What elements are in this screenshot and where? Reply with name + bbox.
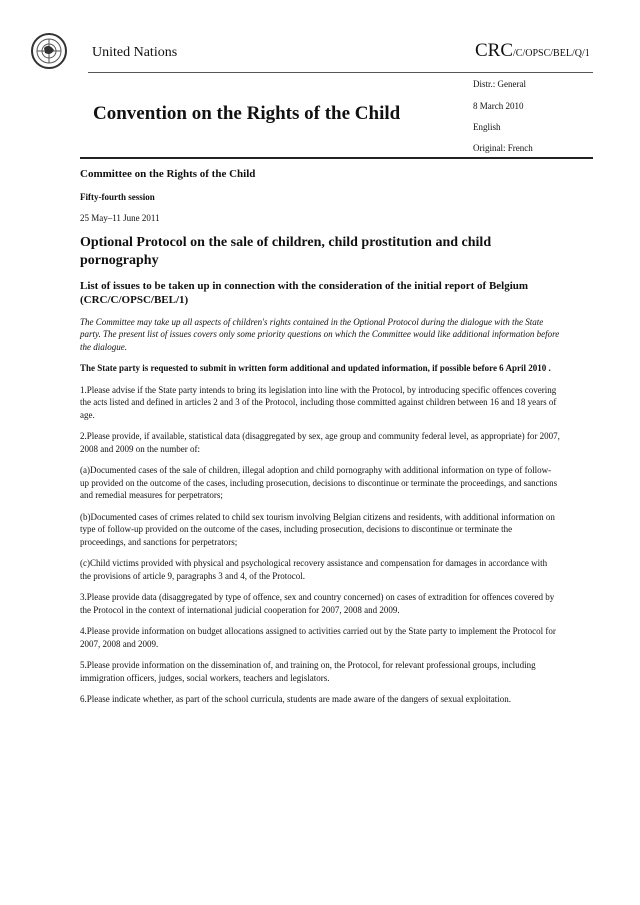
intro-paragraph: The Committee may take up all aspects of children's rights contained in the Optional Protocol during the dialogue with the State party. The present list of issues covers only some priority questions on which the Committee would like additional information before the dialogue. [80,316,560,352]
organization-name: United Nations [92,45,178,60]
issue-item: 5.Please provide information on the dissemination of, and training on, the Protocol, for relevant professional groups, including immigration officers, judges, social workers, teachers and legislators. [80,660,536,683]
issue-subitem: (b)Documented cases of crimes related to child sex tourism involving Belgian citizens and residents, with additional information on type of follow-up provided on the outcome of the cases, including prosecution, decisions to discontinue or terminate the proceedings, and sanctions for perpetrators; [80,511,555,547]
document-symbol [475,40,590,62]
document-body [80,168,560,715]
symbol-suffix: /C/OPSC/BEL/Q/1 [513,48,590,59]
distribution: Distr.: General [473,79,526,89]
session-dates: 25 May–11 June 2011 [80,213,160,223]
issue-item: 3.Please provide data (disaggregated by type of offence, sex and country concerned) on cases of extradition for offences covered by the Protocol in the context of international judicial cooperation for 2007, 2008 and 2009. [80,592,555,615]
issue-item: 1.Please advise if the State party intends to bring its legislation into line with the Protocol, by introducing specific offences covering the acts listed and defined in articles 2 and 3 of the Protocol, including those committed against children between 16 and 18 years of age. [80,384,557,420]
document-title: Convention on the Rights of the Child [93,103,401,124]
document-date: 8 March 2010 [473,101,524,111]
request-paragraph: The State party is requested to submit in written form additional and updated information, if possible before 6 April 2010 . [80,363,551,373]
list-title: List of issues to be taken up in connection with the consideration of the initial report of Belgium (CRC/C/OPSC/BEL/1) [80,279,529,306]
original-language: Original: French [473,143,533,153]
issue-item: 4.Please provide information on budget allocations assigned to activities carried out by the State party to implement the Protocol for 2007, 2008 and 2009. [80,626,556,649]
title-rule [80,157,593,159]
issue-subitem: (c)Child victims provided with physical and psychological recovery assistance and compensation for damages in accordance with the provisions of article 9, paragraphs 3 and 4, of the Protocol. [80,558,548,581]
committee-name: Committee on the Rights of the Child [80,168,256,180]
session: Fifty-fourth session [80,191,155,202]
issue-item: 2.Please provide, if available, statistical data (disaggregated by sex, age group and community federal level, as appropriate) for 2007, 2008 and 2009 on the number of: [80,431,560,454]
symbol-main: CRC [475,40,514,61]
issue-subitem: (a)Documented cases of the sale of children, illegal adoption and child pornography with additional information on type of follow-up provided on the outcome of the cases, including prosecution, decisions to discontinue or terminate the proceedings, and sanctions and remedial measures for perpetrators; [80,465,558,500]
document-language: English [473,122,501,132]
un-emblem-logo [30,32,68,70]
protocol-title: Optional Protocol on the sale of children, child prostitution and child pornography [80,234,492,268]
issue-item: 6.Please indicate whether, as part of the school curricula, students are made aware of the dangers of sexual exploitation. [80,694,511,704]
header-rule [88,72,593,73]
